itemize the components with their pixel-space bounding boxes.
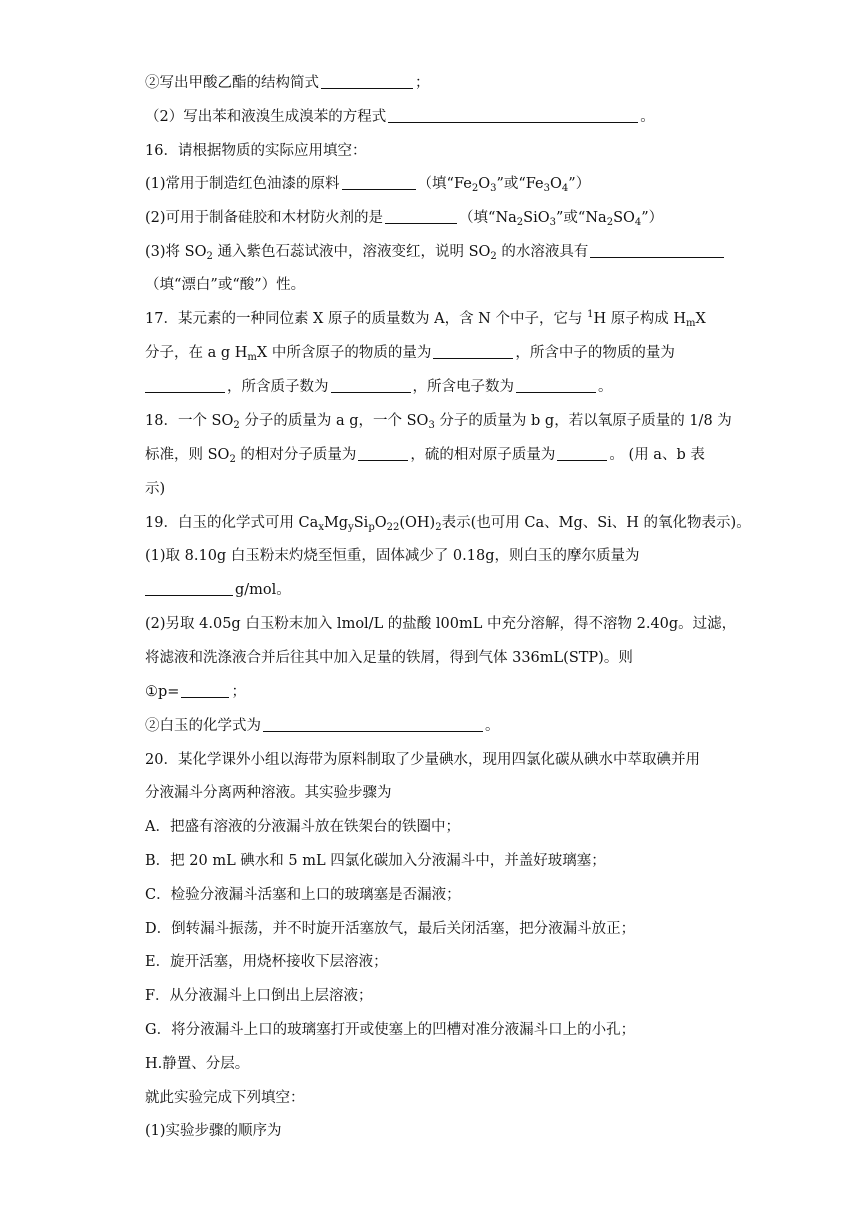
question-line: (2)另取 4.05g 白玉粉末加入 lmol/L 的盐酸 l00mL 中充分溶解，得不溶物 2.40g。过滤，	[145, 616, 737, 632]
answer-blank[interactable]	[590, 243, 724, 258]
question-line: 18．一个 $SO_2$ 分子的质量为 a g，一个 $SO_3$ 分子的质量为 b g，若以氧原子质量的 1/8 为	[145, 413, 732, 431]
step-line: A．把盛有溶液的分液漏斗放在铁架台的铁圈中；	[145, 819, 460, 835]
question-line: ②写出甲酸乙酯的结构简式 ；	[145, 75, 430, 91]
question-line: （2）写出苯和液溴生成溴苯的方程式 。	[145, 109, 655, 125]
question-line: 标准，则 $SO_2$ 的相对分子质量为 ，硫的相对原子质量为 。 (用 a、b 表	[145, 447, 705, 465]
step-line: G．将分液漏斗上口的玻璃塞打开或使塞上的凹槽对准分液漏斗口上的小孔；	[145, 1022, 636, 1038]
question-line: (1)常用于制造红色油漆的原料 （填“$Fe_2O_3$”或“$Fe_3O_4$”）	[145, 176, 591, 194]
step-line: C．检验分液漏斗活塞和上口的玻璃塞是否漏液；	[145, 887, 461, 903]
answer-blank[interactable]	[263, 717, 483, 732]
question-heading: 16．请根据物质的实际应用填空：	[145, 143, 367, 159]
question-line: (2)可用于制备硅胶和木材防火剂的是 （填“$Na_2SiO_3$”或“$Na_2SO_4$”）	[145, 210, 664, 228]
step-line: D．倒转漏斗振荡，并不时旋开活塞放气，最后关闭活塞，把分液漏斗放正；	[145, 921, 636, 937]
question-line: 就此实验完成下列填空：	[145, 1090, 305, 1106]
step-line: E．旋开活塞，用烧杯接收下层溶液；	[145, 954, 388, 970]
question-line: g/mol。	[145, 580, 715, 600]
step-line: B．把 20 mL 碘水和 5 mL 四氯化碳加入分液漏斗中，并盖好玻璃塞；	[145, 853, 606, 869]
answer-blank[interactable]	[358, 446, 408, 461]
question-line: (3)将 $SO_2$ 通入紫色石蕊试液中，溶液变红，说明 $SO_2$ 的水溶液具有	[145, 242, 715, 262]
answer-blank[interactable]	[516, 378, 596, 393]
question-line: 20．某化学课外小组以海带为原料制取了少量碘水，现用四氯化碳从碘水中萃取碘并用	[145, 752, 700, 768]
answer-blank[interactable]	[145, 581, 233, 596]
answer-blank[interactable]	[557, 446, 607, 461]
question-line: 将滤液和洗涤液合并后往其中加入足量的铁屑，得到气体 336mL(STP)。则	[145, 650, 633, 666]
question-line: ②白玉的化学式为 。	[145, 718, 500, 734]
question-line: 19．白玉的化学式可用 $Ca_xMg_ySi_pO_{22}(OH)_2$表示(也可用 Ca、Mg、Si、H 的氧化物表示)。	[145, 515, 751, 533]
question-line: 17．某元素的一种同位素 X 原子的质量数为 A，含 N 个中子，它与 $^1$H 原子构成 $H_mX$	[145, 309, 706, 329]
answer-blank[interactable]	[433, 344, 513, 359]
question-line: (1)实验步骤的顺序为	[145, 1123, 282, 1139]
answer-blank[interactable]	[321, 74, 413, 89]
question-line: 分液漏斗分离两种溶液。其实验步骤为	[145, 785, 392, 801]
answer-blank[interactable]	[331, 378, 411, 393]
question-line: ，所含质子数为 ，所含电子数为 。	[145, 377, 715, 397]
question-line: 分子，在 a g $H_mX$ 中所含原子的物质的量为 ，所含中子的物质的量为	[145, 345, 675, 363]
question-line: 示)	[145, 481, 166, 497]
question-line: (1)取 8.10g 白玉粉末灼烧至恒重，固体减少了 0.18g，则白玉的摩尔质量为	[145, 548, 640, 564]
answer-blank[interactable]	[388, 108, 638, 123]
step-line: H.静置、分层。	[145, 1056, 250, 1072]
step-line: F．从分液漏斗上口倒出上层溶液；	[145, 988, 373, 1004]
answer-blank[interactable]	[145, 378, 225, 393]
answer-blank[interactable]	[181, 683, 229, 698]
answer-blank[interactable]	[385, 209, 457, 224]
answer-blank[interactable]	[342, 175, 416, 190]
question-line: ①p= ；	[145, 684, 246, 700]
question-line: （填“漂白”或“酸”）性。	[145, 277, 306, 293]
